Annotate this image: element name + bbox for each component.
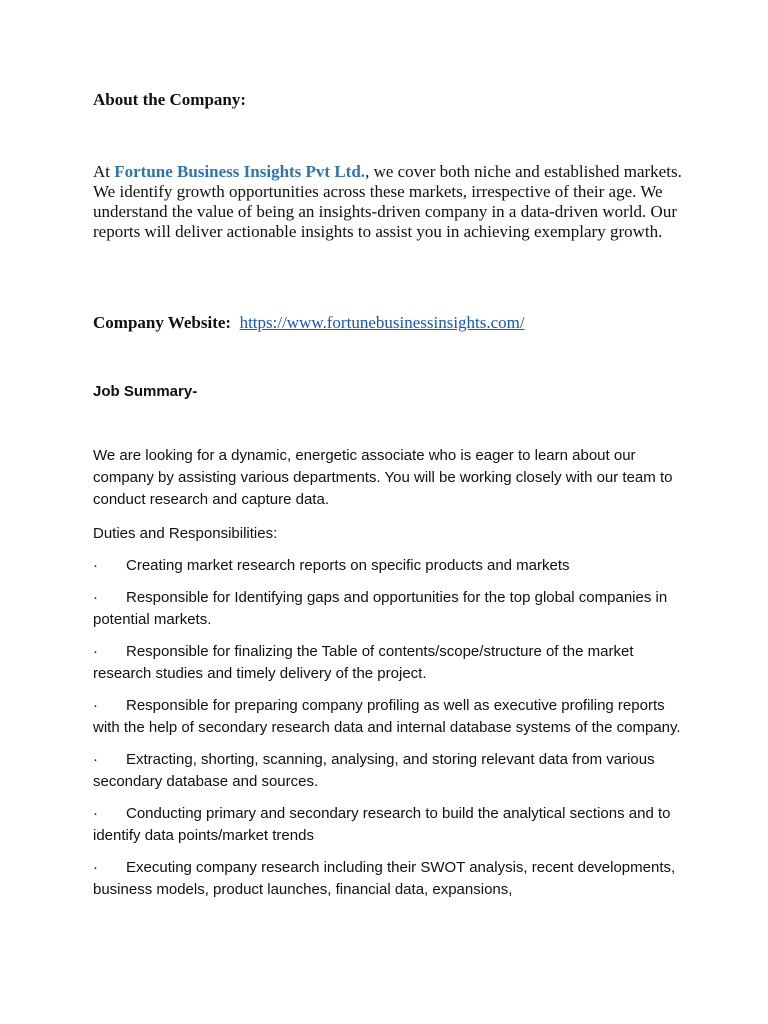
duty-text: Conducting primary and secondary research to build the analytical sections and to identify data points/market trends bbox=[93, 805, 671, 844]
duty-item bbox=[93, 695, 683, 739]
about-intro-body: , we cover both niche and established markets. We identify growth opportunities across these markets, irrespective of their age. We understand the value of being an insights-driven company in a data-driven world. Our reports will deliver actionable insights to assist you in achieving exemplary growth. bbox=[93, 162, 682, 241]
duties-title: Duties and Responsibilities: bbox=[93, 525, 278, 542]
bullet-icon: · bbox=[93, 859, 98, 876]
duty-text: Responsible for preparing company profiling as well as executive profiling reports with the help of secondary research data and internal database systems of the company. bbox=[93, 697, 681, 736]
job-summary-paragraph: We are looking for a dynamic, energetic associate who is eager to learn about our company by assisting various departments. You will be working closely with our team to conduct research and capture data. bbox=[93, 447, 673, 508]
duty-item bbox=[93, 803, 683, 847]
company-website-label: Company Website: bbox=[93, 313, 232, 332]
duty-text: Responsible for finalizing the Table of contents/scope/structure of the market research studies and timely delivery of the project. bbox=[93, 643, 634, 682]
duty-item bbox=[93, 641, 683, 685]
duty-text: Creating market research reports on specific products and markets bbox=[126, 557, 570, 574]
company-website-link[interactable]: https://www.fortunebusinessinsights.com/ bbox=[239, 313, 525, 332]
about-paragraph bbox=[93, 162, 683, 242]
bullet-icon: · bbox=[93, 643, 98, 660]
duties-list bbox=[93, 555, 683, 911]
duty-item bbox=[93, 587, 683, 631]
company-website-line bbox=[93, 313, 683, 333]
bullet-icon: · bbox=[93, 805, 98, 822]
about-intro-prefix: At bbox=[93, 162, 115, 181]
job-summary-heading: Job Summary- bbox=[93, 383, 198, 400]
duty-text: Executing company research including their SWOT analysis, recent developments, business models, product launches, financial data, expansions, bbox=[93, 859, 676, 898]
duty-item bbox=[93, 857, 683, 901]
company-name: Fortune Business Insights Pvt Ltd. bbox=[114, 162, 366, 181]
bullet-icon: · bbox=[93, 751, 98, 768]
bullet-icon: · bbox=[93, 557, 98, 574]
bullet-icon: · bbox=[93, 589, 98, 606]
bullet-icon: · bbox=[93, 697, 98, 714]
duty-item bbox=[93, 555, 683, 577]
duty-text: Responsible for Identifying gaps and opportunities for the top global companies in potential markets. bbox=[93, 589, 668, 628]
duty-text: Extracting, shorting, scanning, analysing, and storing relevant data from various secondary database and sources. bbox=[93, 751, 655, 790]
about-heading: About the Company: bbox=[93, 90, 247, 109]
duty-item bbox=[93, 749, 683, 793]
